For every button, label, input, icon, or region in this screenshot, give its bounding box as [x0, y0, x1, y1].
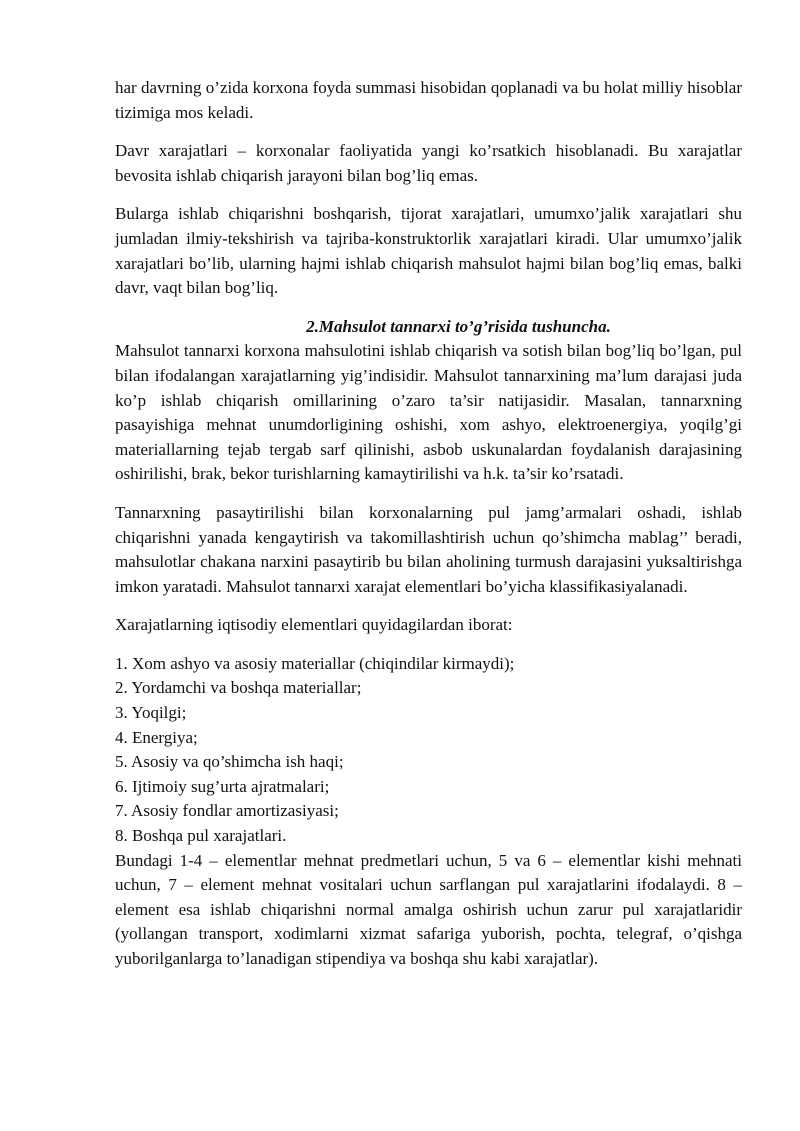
list-item: 5. Asosiy va qo’shimcha ish haqi; — [115, 752, 344, 772]
list-item: 3. Yoqilgi; — [115, 703, 187, 723]
document-page — [115, 76, 742, 972]
list-item: 1. Xom ashyo va asosiy materiallar (chiqindilar kirmaydi); — [115, 653, 515, 673]
cost-elements-list — [115, 652, 742, 849]
paragraph-continuation: har davrning o’zida korxona foyda summasi hisobidan qoplanadi va bu holat milliy hisoblar tizimiga mos keladi. — [115, 78, 742, 122]
list-item: 8. Boshqa pul xarajatlari. — [115, 826, 287, 846]
section-heading: 2.Mahsulot tannarxi to’g’risida tushuncha. — [306, 316, 611, 336]
paragraph-cost-reduction: Tannarxning pasaytirilishi bilan korxonalarning pul jamg’armalari oshadi, ishlab chiqarishni yanada kengaytirish va takomillashtirish uchun qo’shimcha mablag’’ beradi, mahsulotlar chakana narxini pasaytirib bu bilan aholining turmush darajasini yuksaltirishga imkon yaratadi. Mahsulot tannarxi xarajat elementlari bo’yicha klassifikasiyalanadi. — [115, 502, 742, 596]
list-item: 4. Energiya; — [115, 727, 198, 747]
paragraph-cost-definition: Mahsulot tannarxi korxona mahsulotini ishlab chiqarish va sotish bilan bog’liq bo’lgan, pul bilan ifodalangan xarajatlarning yig’indisidir. Mahsulot tannarxining ma’lum darajasi juda ko’p ishlab chiqarish omillarining o’zaro ta’sir natijasidir. Masalan, tannarxning pasayishiga mehnat unumdorligining oshishi, xom ashyo, elektroenergiya, yoqilg’gi materiallarning tejab tergab sarf qilinishi, asbob uskunalardan foydalanish darajasining oshirilishi, brak, bekor turishlarning kamaytirilishi va h.k. ta’sir ko’rsatadi. — [115, 341, 742, 484]
paragraph-elements-explanation: Bundagi 1-4 – elementlar mehnat predmetlari uchun, 5 va 6 – elementlar kishi mehnati uchun, 7 – element mehnat vositalari uchun sarflangan pul xarajatlarini ifodalaydi. 8 – element esa ishlab chiqarishni normal amalga oshirish uchun zarur pul xarajatlaridir (yollangan transport, xodimlarni xizmat safariga yuborish, pochta, telegraf, o’qishga yuborilganlarga to’lanadigan stipendiya va boshqa shu kabi xarajatlar). — [115, 850, 742, 968]
list-item: 7. Asosiy fondlar amortizasiyasi; — [115, 801, 339, 821]
list-item: 2. Yordamchi va boshqa materiallar; — [115, 678, 362, 698]
paragraph-elements-intro: Xarajatlarning iqtisodiy elementlari quyidagilardan iborat: — [115, 615, 513, 635]
paragraph-cost-types: Bularga ishlab chiqarishni boshqarish, tijorat xarajatlari, umumxo’jalik xarajatlari shu jumladan ilmiy-tekshirish va tajriba-konstruktorlik xarajatlari kiradi. Ular umumxo’jalik xarajatlari bo’lib, ularning hajmi ishlab chiqarish mahsulot hajmi bilan bog’liq emas, balki davr, vaqt bilan bog’liq. — [115, 204, 742, 298]
paragraph-period-costs: Davr xarajatlari – korxonalar faoliyatida yangi ko’rsatkich hisoblanadi. Bu xarajatlar bevosita ishlab chiqarish jarayoni bilan bog’liq emas. — [115, 141, 742, 185]
list-item: 6. Ijtimoiy sug’urta ajratmalari; — [115, 776, 330, 796]
